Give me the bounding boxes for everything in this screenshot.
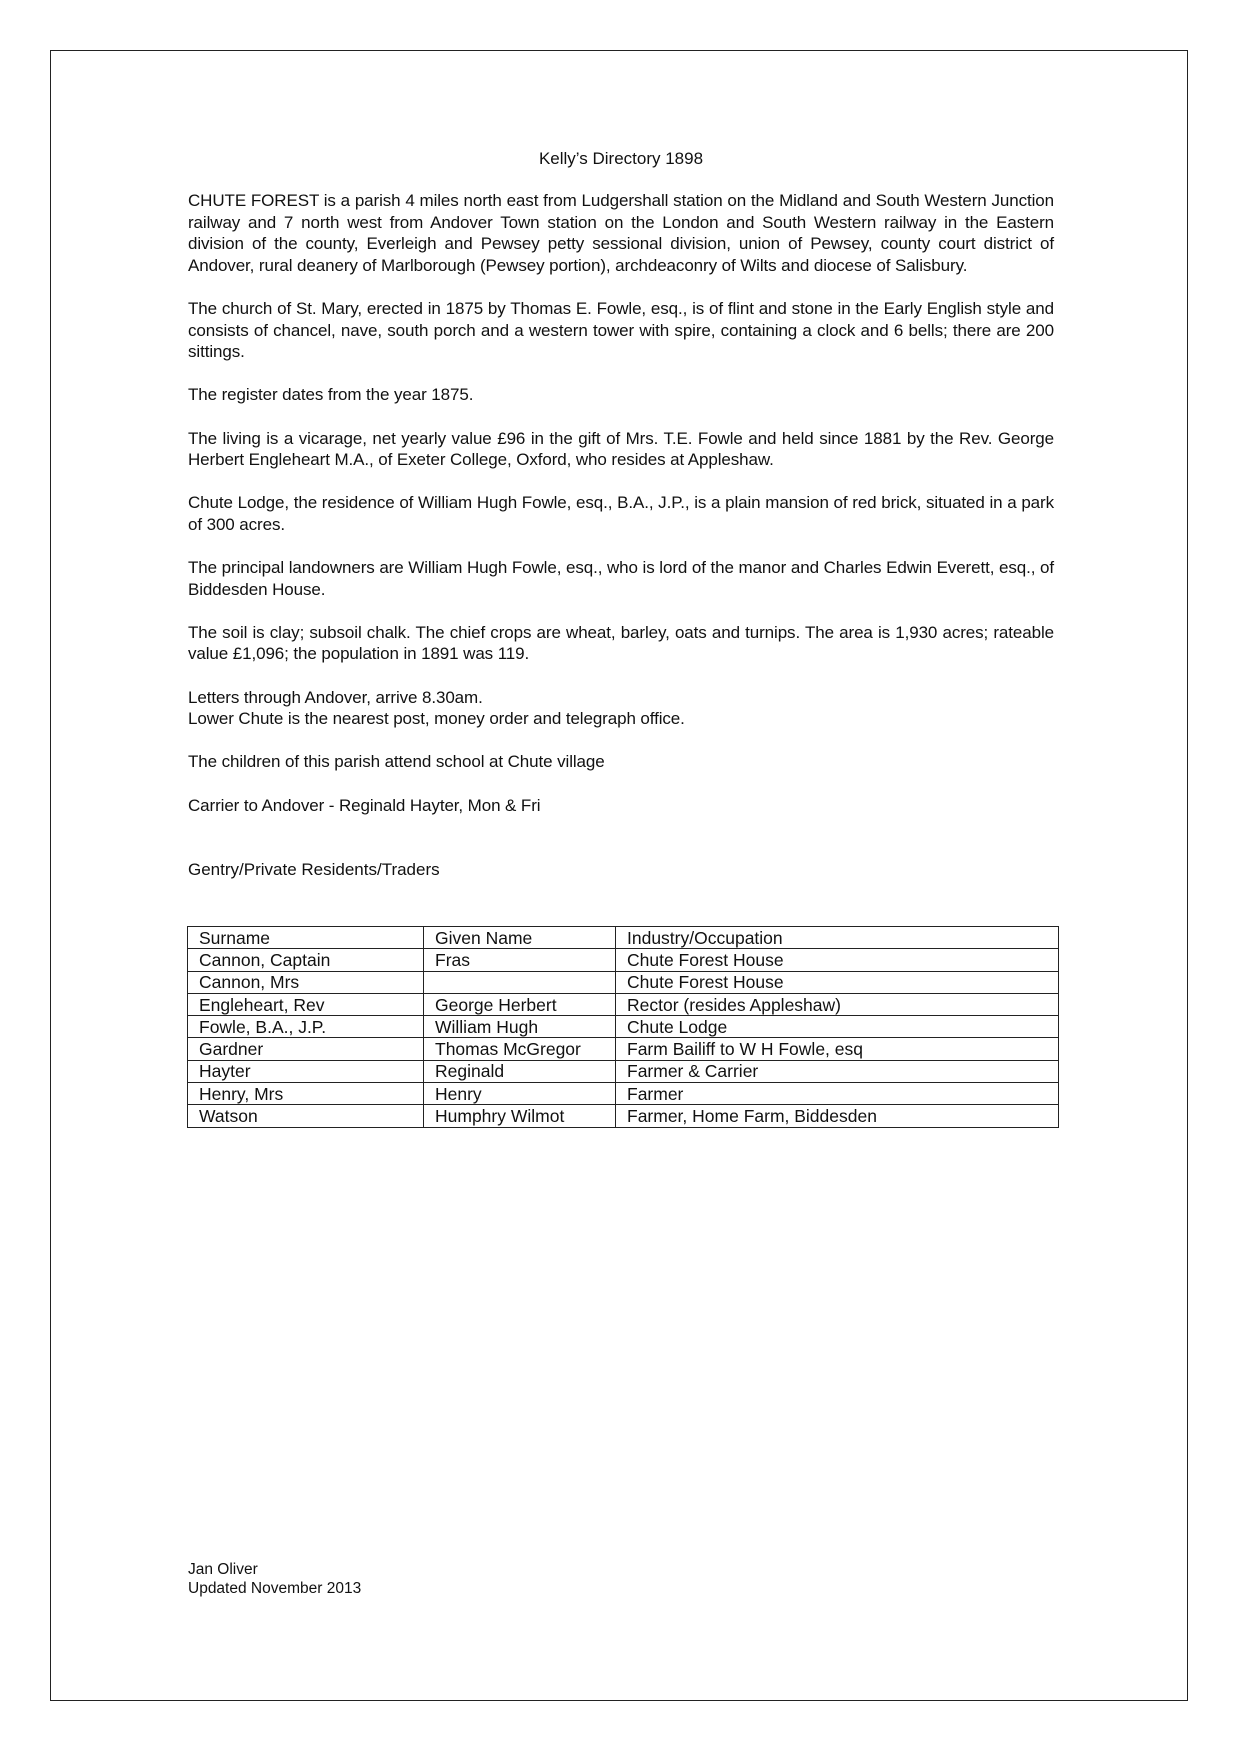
paragraph-school: The children of this parish attend school at Chute village (188, 752, 605, 772)
section-heading-residents: Gentry/Private Residents/Traders (188, 860, 440, 880)
table-row (188, 993, 1059, 1015)
letters-text: Letters through Andover, arrive 8.30am. (188, 687, 483, 707)
cell-given-name: George Herbert (424, 993, 616, 1015)
header-surname: Surname (188, 927, 424, 949)
footer (188, 1560, 361, 1598)
post-office-text: Lower Chute is the nearest post, money order and telegraph office. (188, 709, 685, 729)
cell-surname: Engleheart, Rev (188, 993, 424, 1015)
cell-surname: Fowle, B.A., J.P. (188, 1016, 424, 1038)
footer-updated: Updated November 2013 (188, 1580, 362, 1597)
cell-surname: Cannon, Captain (188, 949, 424, 971)
table-row (188, 1038, 1059, 1060)
cell-given-name: Fras (424, 949, 616, 971)
header-given-name: Given Name (424, 927, 616, 949)
document-body (188, 148, 1054, 900)
table-row (188, 1083, 1059, 1105)
cell-occupation: Rector (resides Appleshaw) (616, 993, 1059, 1015)
table-row (188, 1016, 1059, 1038)
cell-occupation: Farm Bailiff to W H Fowle, esq (616, 1038, 1059, 1060)
paragraph-church: The church of St. Mary, erected in 1875 by Thomas E. Fowle, esq., is of flint and stone in the Early English style and consists of chancel, nave, south porch and a western tower with spire, containing a clock and 6 bells; there are 200 sittings. (188, 298, 1054, 362)
table-header-row (188, 927, 1059, 949)
cell-surname: Gardner (188, 1038, 424, 1060)
cell-occupation: Chute Forest House (616, 971, 1059, 993)
cell-given-name (424, 971, 616, 993)
paragraph-parish-description: CHUTE FOREST is a parish 4 miles north east from Ludgershall station on the Midland and South Western Junction railway and 7 north west from Andover Town station on the London and South Western railway in the Eastern division of the county, Everleigh and Pewsey petty sessional division, union of Pewsey, county court district of Andover, rural deanery of Marlborough (Pewsey portion), archdeaconry of Wilts and diocese of Salisbury. (188, 191, 1054, 275)
footer-author: Jan Oliver (188, 1561, 258, 1578)
cell-surname: Watson (188, 1105, 424, 1127)
table-row (188, 1060, 1059, 1082)
table-row (188, 971, 1059, 993)
cell-occupation: Chute Lodge (616, 1016, 1059, 1038)
paragraph-landowners: The principal landowners are William Hugh Fowle, esq., who is lord of the manor and Charles Edwin Everett, esq., of Biddesden House. (188, 558, 1054, 599)
cell-surname: Hayter (188, 1060, 424, 1082)
cell-given-name: Henry (424, 1083, 616, 1105)
cell-occupation: Farmer & Carrier (616, 1060, 1059, 1082)
paragraph-soil: The soil is clay; subsoil chalk. The chief crops are wheat, barley, oats and turnips. The area is 1,930 acres; rateable value £1,096; the population in 1891 was 119. (188, 622, 1054, 664)
cell-occupation: Farmer (616, 1083, 1059, 1105)
paragraph-living: The living is a vicarage, net yearly value £96 in the gift of Mrs. T.E. Fowle and held since 1881 by the Rev. George Herbert Engleheart M.A., of Exeter College, Oxford, who resides at Appleshaw. (188, 428, 1054, 470)
cell-given-name: Humphry Wilmot (424, 1105, 616, 1127)
cell-given-name: Reginald (424, 1060, 616, 1082)
residents-table (187, 926, 1059, 1128)
table-row (188, 1105, 1059, 1127)
cell-occupation: Farmer, Home Farm, Biddesden (616, 1105, 1059, 1127)
cell-given-name: Thomas McGregor (424, 1038, 616, 1060)
paragraph-post (188, 687, 1054, 730)
cell-surname: Cannon, Mrs (188, 971, 424, 993)
cell-surname: Henry, Mrs (188, 1083, 424, 1105)
cell-given-name: William Hugh (424, 1016, 616, 1038)
document-title: Kelly’s Directory 1898 (538, 149, 704, 168)
table-row (188, 949, 1059, 971)
paragraph-carrier: Carrier to Andover - Reginald Hayter, Mon & Fri (188, 795, 541, 815)
paragraph-chute-lodge: Chute Lodge, the residence of William Hugh Fowle, esq., B.A., J.P., is a plain mansion of red brick, situated in a park of 300 acres. (188, 493, 1054, 534)
cell-occupation: Chute Forest House (616, 949, 1059, 971)
header-occupation: Industry/Occupation (616, 927, 1059, 949)
paragraph-register: The register dates from the year 1875. (188, 385, 474, 405)
